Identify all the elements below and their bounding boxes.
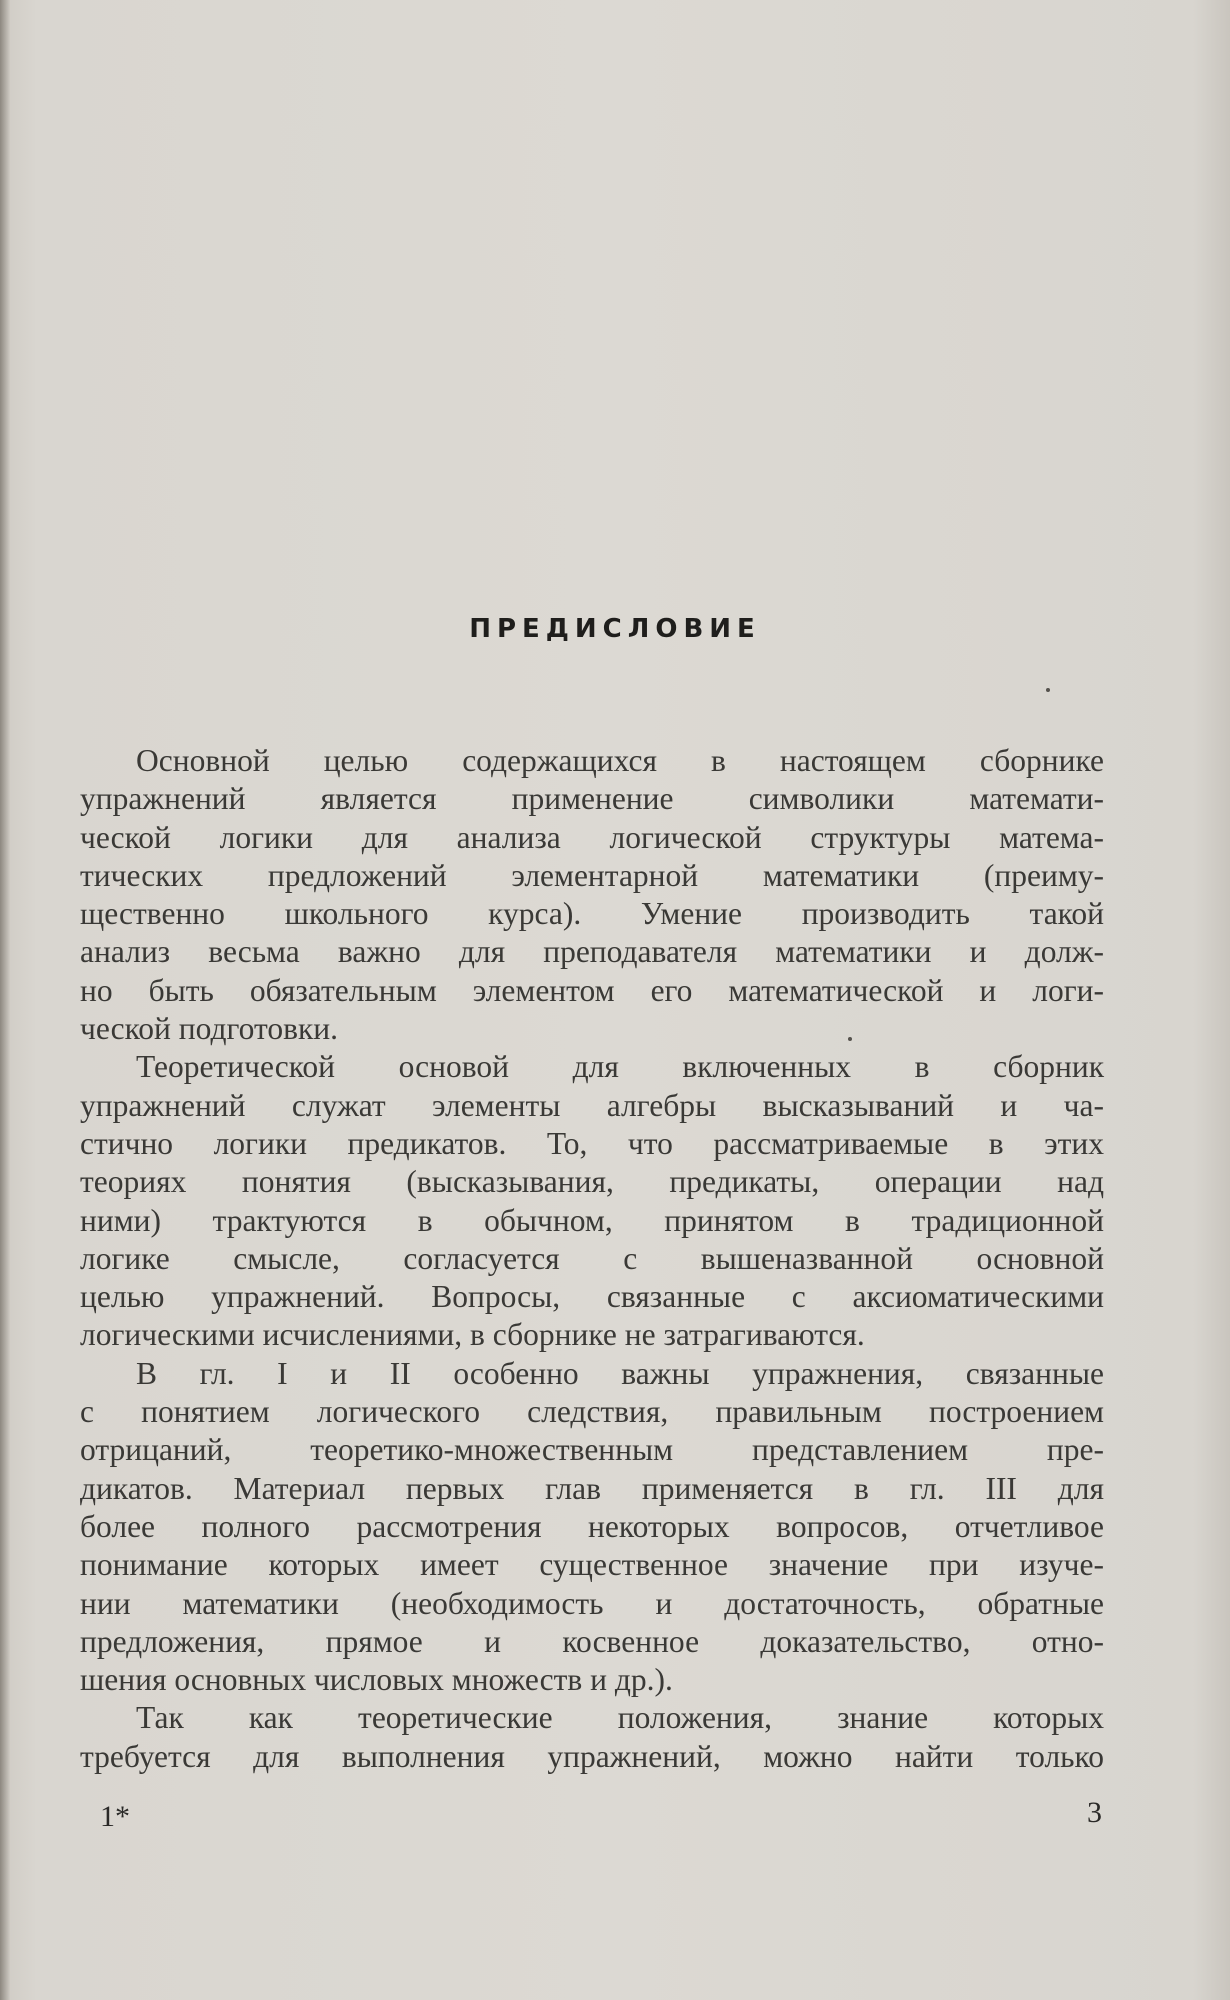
text-line: логике смысле, согласуется с вышеназванной основной bbox=[80, 1240, 1104, 1276]
text-line: но быть обязательным элементом его математической и логи- bbox=[80, 972, 1104, 1008]
text-line: ческой подготовки. bbox=[80, 1011, 338, 1047]
paragraph bbox=[80, 742, 1104, 1048]
text-line: отрицаний, теоретико-множественным представлением пре- bbox=[80, 1432, 1104, 1468]
text-line: теориях понятия (высказывания, предикаты, операции над bbox=[80, 1164, 1104, 1200]
text-line: требуется для выполнения упражнений, можно найти только bbox=[80, 1738, 1104, 1774]
page-number: 3 bbox=[1087, 1796, 1102, 1829]
text-line: стично логики предикатов. То, что рассматриваемые в этих bbox=[80, 1125, 1104, 1161]
text-line: целью упражнений. Вопросы, связанные с аксиоматическими bbox=[80, 1279, 1104, 1315]
paragraph bbox=[80, 1699, 1104, 1776]
text-line: В гл. I и II особенно важны упражнения, связанные bbox=[136, 1355, 1104, 1391]
text-line: ними) трактуются в обычном, принятом в традиционной bbox=[80, 1202, 1104, 1238]
text-line: с понятием логического следствия, правильным построением bbox=[80, 1394, 1104, 1430]
text-line: Так как теоретические положения, знание которых bbox=[136, 1700, 1104, 1736]
paragraph bbox=[80, 1355, 1104, 1700]
text-line: понимание которых имеет существенное значение при изуче- bbox=[80, 1547, 1104, 1583]
print-speck bbox=[848, 1037, 852, 1041]
text-line: логическими исчислениями, в сборнике не затрагиваются. bbox=[80, 1317, 865, 1353]
text-line: более полного рассмотрения некоторых вопросов, отчетливое bbox=[80, 1508, 1104, 1544]
text-line: нии математики (необходимость и достаточность, обратные bbox=[80, 1585, 1104, 1621]
paragraph bbox=[80, 1048, 1104, 1354]
text-line: упражнений является применение символики математи- bbox=[80, 781, 1104, 817]
text-line: Теоретической основой для включенных в сборник bbox=[136, 1049, 1104, 1085]
text-line: предложения, прямое и косвенное доказательство, отно- bbox=[80, 1623, 1104, 1659]
text-line: дикатов. Материал первых глав применяется в гл. III для bbox=[80, 1470, 1104, 1506]
page-heading: ПРЕДИСЛОВИЕ bbox=[469, 614, 761, 644]
text-line: тических предложений элементарной математики (преиму- bbox=[80, 857, 1104, 893]
text-line: Основной целью содержащихся в настоящем сборнике bbox=[136, 743, 1104, 778]
signature-mark: 1* bbox=[100, 1800, 130, 1833]
text-line: ческой логики для анализа логической структуры матема- bbox=[80, 819, 1104, 855]
text-line: упражнений служат элементы алгебры высказываний и ча- bbox=[80, 1087, 1104, 1123]
text-line: анализ весьма важно для преподавателя математики и долж- bbox=[80, 934, 1104, 970]
preface-text bbox=[80, 742, 1104, 1776]
print-speck bbox=[1046, 688, 1050, 692]
text-line: щественно школьного курса). Умение производить такой bbox=[80, 896, 1104, 932]
text-line: шения основных числовых множеств и др.). bbox=[80, 1662, 673, 1698]
